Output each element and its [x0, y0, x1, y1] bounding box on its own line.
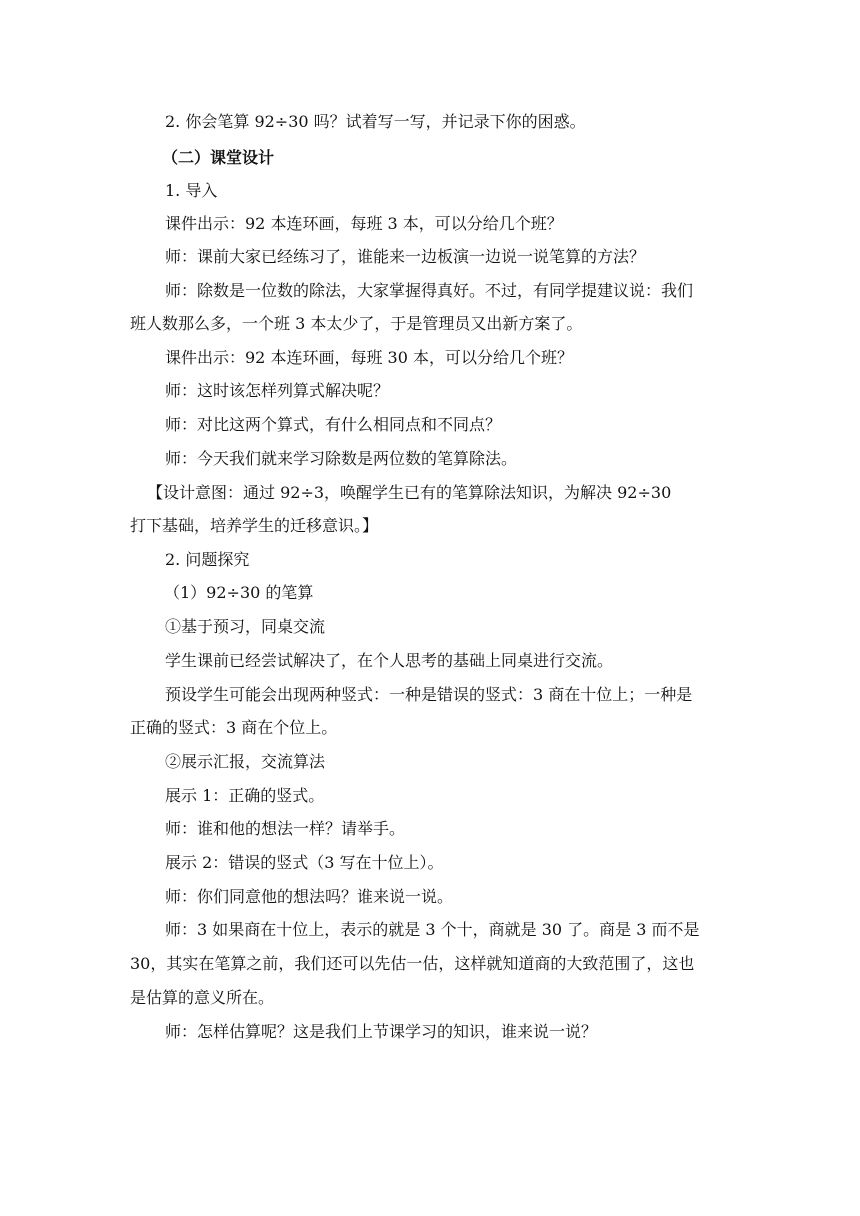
subheading-item: （1）92÷30 的笔算: [164, 583, 314, 602]
subheading-intro: 1. 导入: [165, 181, 218, 200]
paragraph-line: 师：怎样估算呢？这是我们上节课学习的知识，谁来说一说？: [165, 1022, 598, 1041]
paragraph-line: 师：这时该怎样列算式解决呢？: [165, 381, 390, 400]
design-intent-line: 【设计意图：通过 92÷3，唤醒学生已有的笔算除法知识，为解决 92÷30: [147, 483, 672, 502]
paragraph-line: ①基于预习，同桌交流: [165, 617, 326, 636]
paragraph-line: ②展示汇报，交流算法: [165, 752, 326, 771]
paragraph-line: 师：课前大家已经练习了，谁能来一边板演一边说一说笔算的方法？: [165, 247, 646, 266]
paragraph-line: 师：今天我们就来学习除数是两位数的笔算除法。: [165, 449, 518, 468]
paragraph-line: 师：谁和他的想法一样？请举手。: [165, 819, 406, 838]
section-heading: （二）课堂设计: [162, 148, 275, 167]
design-intent-line: 打下基础，培养学生的迁移意识。】: [130, 516, 379, 535]
paragraph-line: 正确的竖式：3 商在个位上。: [130, 718, 338, 737]
paragraph-line: 班人数那么多，一个班 3 本太少了，于是管理员又出新方案了。: [130, 314, 583, 333]
subheading-explore: 2. 问题探究: [165, 550, 250, 569]
paragraph-line: 30，其实在笔算之前，我们还可以先估一估，这样就知道商的大致范围了，这也: [130, 954, 695, 973]
paragraph-line: 展示 2：错误的竖式（3 写在十位上）。: [165, 853, 444, 872]
question-2: 2. 你会笔算 92÷30 吗？试着写一写，并记录下你的困惑。: [165, 112, 586, 131]
paragraph-line: 预设学生可能会出现两种竖式：一种是错误的竖式：3 商在十位上；一种是: [165, 685, 693, 704]
paragraph-line: 师：除数是一位数的除法，大家掌握得真好。不过，有同学提建议说：我们: [165, 281, 694, 300]
paragraph-line: 师：你们同意他的想法吗？谁来说一说。: [165, 887, 454, 906]
paragraph-line: 师：对比这两个算式，有什么相同点和不同点？: [165, 415, 502, 434]
paragraph-line: 是估算的意义所在。: [130, 988, 275, 1007]
paragraph-line: 课件出示：92 本连环画，每班 3 本，可以分给几个班？: [165, 214, 563, 233]
paragraph-line: 师：3 如果商在十位上，表示的就是 3 个十，商就是 30 了。商是 3 而不是: [165, 920, 700, 939]
paragraph-line: 展示 1：正确的竖式。: [165, 786, 325, 805]
paragraph-line: 课件出示：92 本连环画，每班 30 本，可以分给几个班？: [165, 348, 573, 367]
paragraph-line: 学生课前已经尝试解决了，在个人思考的基础上同桌进行交流。: [165, 651, 614, 670]
